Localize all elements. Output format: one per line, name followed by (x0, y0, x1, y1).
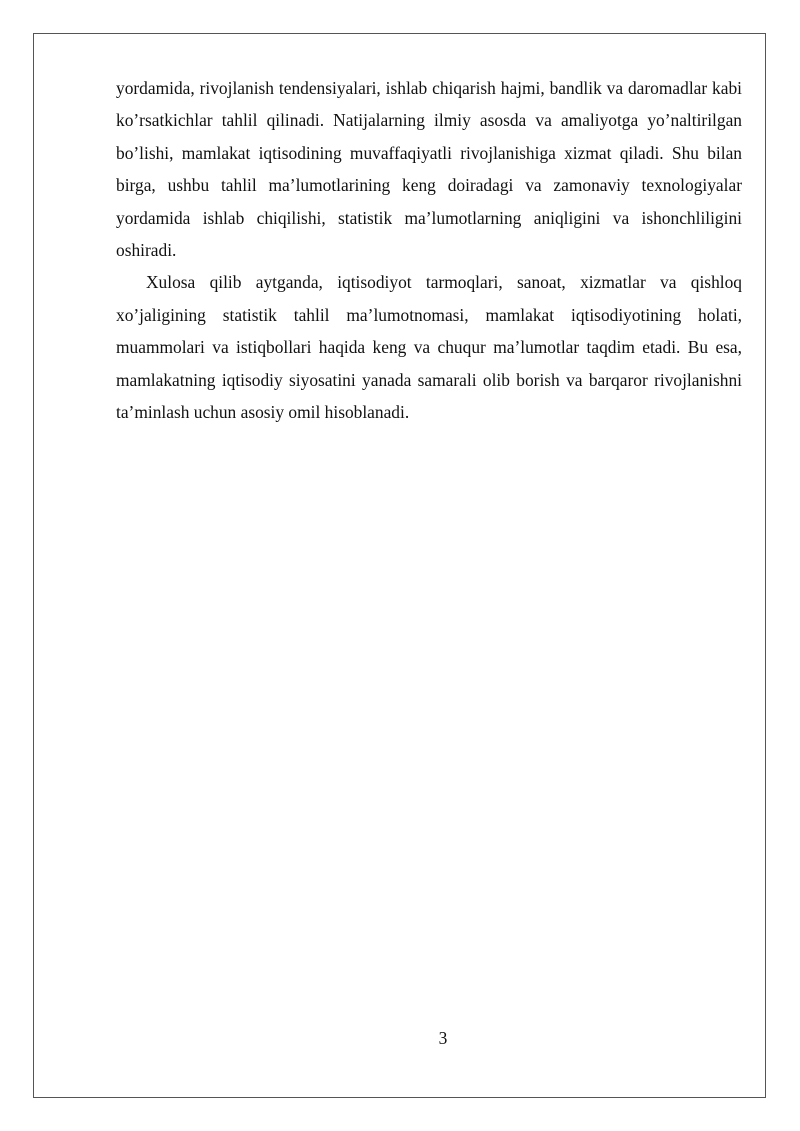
page-number: 3 (438, 1028, 448, 1048)
paragraph-conclusion: Xulosa qilib aytganda, iqtisodiyot tarmoqlari, sanoat, xizmatlar va qishloq xo’jaligining statistik tahlil ma’lumotnomasi, mamlakat iqtisodiyotining holati, muammolari va istiqbollari haqida keng va chuqur ma’lumotlar taqdim etadi. Bu esa, mamlakatning iqtisodiy siyosatini yanada samarali olib borish va barqaror rivojlanishni ta’minlash uchun asosiy omil hisoblanadi. (116, 272, 742, 423)
paragraph-continuation: yordamida, rivojlanish tendensiyalari, ishlab chiqarish hajmi, bandlik va daromadlar kabi ko’rsatkichlar tahlil qilinadi. Natijalarning ilmiy asosda va amaliyotga yo’naltirilgan bo’lishi, mamlakat iqtisodining muvaffaqiyatli rivojlanishiga xizmat qiladi. Shu bilan birga, ushbu tahlil ma’lumotlarining keng doiradagi va zamonaviy texnologiyalar yordamida ishlab chiqilishi, statistik ma’lumotlarning aniqligini va ishonchliligini oshiradi. (116, 78, 742, 261)
document-body (116, 72, 742, 428)
